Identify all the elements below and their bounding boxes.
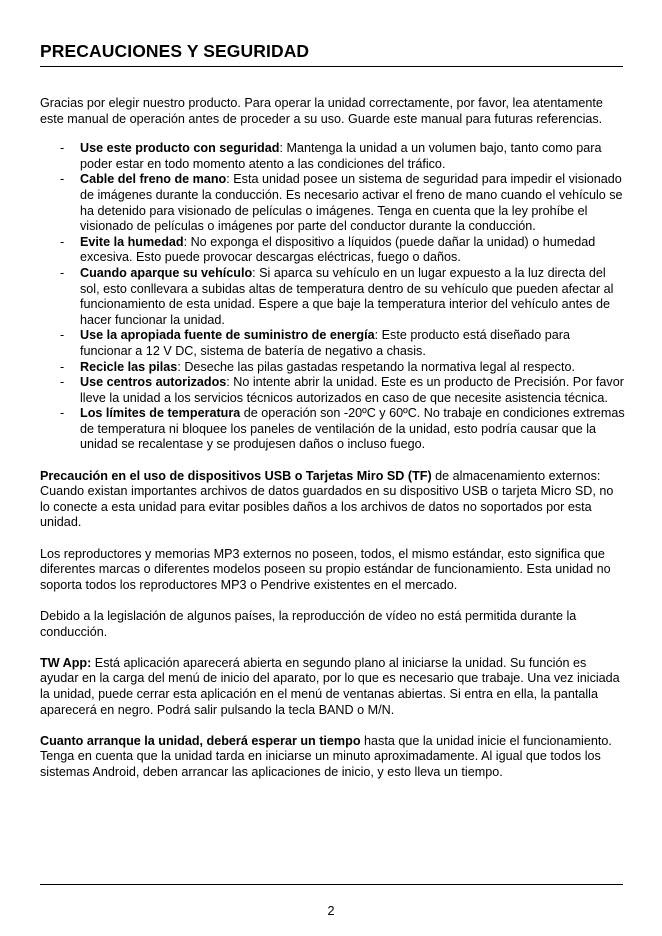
list-item-label: Cable del freno de mano [80,172,227,187]
list-dash: - [60,406,65,421]
list-item-text: de operación son -20ºC y 60ºC. No trabaje en condiciones extremas de temperatura ni bloquee los paneles de ventilación de la unidad, esto podría causar que la unidad se recalentase y se produjesen daños o incluso fuego. [80,406,625,452]
tw-app-text: Está aplicación aparecerá abierta en segundo plano al iniciarse la unidad. Su función es ayudar en la carga del menú de inicio del aparato, por lo que es necesario que trabaje. Una vez iniciada la unidad, puede cerrar esta aplicación en el menú de ventanas abiertas. Si entra en ella, la pantalla aparecerá en negro. Podrá salir pulsando la tecla BAND o M/N. [40,655,620,717]
list-item [40,375,625,406]
list-item-label: Cuando aparque su vehículo [80,265,253,280]
startup-notice-paragraph [40,734,625,781]
list-item-label: Use este producto con seguridad [80,141,280,156]
intro-paragraph: Gracias por elegir nuestro producto. Para operar la unidad correctamente, por favor, lea atentamente este manual de operación antes de proceder a su uso. Guarde este manual para futuras referencias. [40,96,603,126]
list-item-text: : Deseche las pilas gastadas respetando la normativa legal al respecto. [177,359,575,374]
list-item [40,406,625,453]
list-item-label: Evite la humedad [80,234,184,249]
list-dash: - [60,265,65,280]
footer-divider [40,884,623,885]
tw-app-paragraph [40,656,625,718]
list-item [40,266,625,328]
startup-notice-label: Cuanto arranque la unidad, deberá esperar un tiempo [40,733,361,748]
list-item-label: Los límites de temperatura [80,406,241,421]
usb-notice-text: de almacenamiento externos: Cuando existan importantes archivos de datos guardados en su dispositivo USB o tarjeta Micro SD, no lo conecte a esta unidad para evitar posibles daños a los archivos de datos no soportados por esta unidad. [40,468,614,530]
precautions-list [40,141,625,453]
list-item [40,172,625,234]
list-item-text: : Esta unidad posee un sistema de seguridad para impedir el visionado de imágenes durante la conducción. Es necesario activar el freno de mano cuando el vehículo se ha detenido para visionado de películas o imágenes. Tenga en cuenta que la ley prohíbe el visionado de películas o imágenes por parte del conductor durante la conducción. [80,172,623,234]
list-dash: - [60,328,65,343]
list-item [40,235,625,266]
document-body [40,96,625,796]
list-item-text: : Este producto está diseñado para funcionar a 12 V DC, sistema de batería de negativo a chasis. [80,328,570,358]
page-title: PRECAUCIONES Y SEGURIDAD [40,40,623,67]
list-dash: - [60,375,65,390]
page-number: 2 [327,904,335,918]
list-item-text: : No exponga el dispositivo a líquidos (puede dañar la unidad) o humedad excesiva. Esto puede provocar descargas eléctricas, fuego o daños. [80,234,596,265]
list-item-label: Use la apropiada fuente de suministro de energía [80,328,375,343]
tw-app-label: TW App: [40,655,92,670]
list-dash: - [60,141,65,156]
list-dash: - [60,359,65,374]
video-notice-paragraph: Debido a la legislación de algunos países, la reproducción de vídeo no está permitida durante la conducción. [40,609,577,639]
list-item-text: : Si aparca su vehículo en un lugar expuesto a la luz directa del sol, esto conllevara a subidas altas de temperatura dentro de su vehículo que pueden afectar al funcionamiento de esta unidad. Espere a que baje la temperatura interior del vehículo antes de hacer funcionar la unidad. [80,265,614,327]
list-item-text: : Mantenga la unidad a un volumen bajo, tanto como para poder estar en todo momento atento a las condiciones del tráfico. [80,141,602,171]
usb-notice-label: Precaución en el uso de dispositivos USB o Tarjetas Miro SD (TF) [40,468,432,483]
startup-notice-text: hasta que la unidad inicie el funcionamiento. Tenga en cuenta que la unidad tarda en iniciarse un minuto aproximadamente. Al igual que todos los sistemas Android, deben arrancar las aplicaciones de inicio, y esto lleva un tiempo. [40,733,612,779]
list-item [40,141,625,172]
list-dash: - [60,234,65,249]
list-item-text: : No intente abrir la unidad. Este es un producto de Precisión. Por favor lleve la unidad a los servicios técnicos autorizados en caso de que necesite asistencia técnica. [80,375,624,405]
list-item [40,360,625,376]
list-item [40,328,625,359]
mp3-notice-paragraph: Los reproductores y memorias MP3 externos no poseen, todos, el mismo estándar, esto significa que diferentes marcas o diferentes modelos poseen su propio estándar de funcionamiento. Esta unidad no soporta todos los reproductores MP3 o Pendrive existentes en el mercado. [40,546,611,592]
list-item-label: Recicle las pilas [80,359,178,374]
usb-notice-paragraph [40,469,625,531]
list-dash: - [60,172,65,187]
list-item-label: Use centros autorizados [80,375,227,390]
